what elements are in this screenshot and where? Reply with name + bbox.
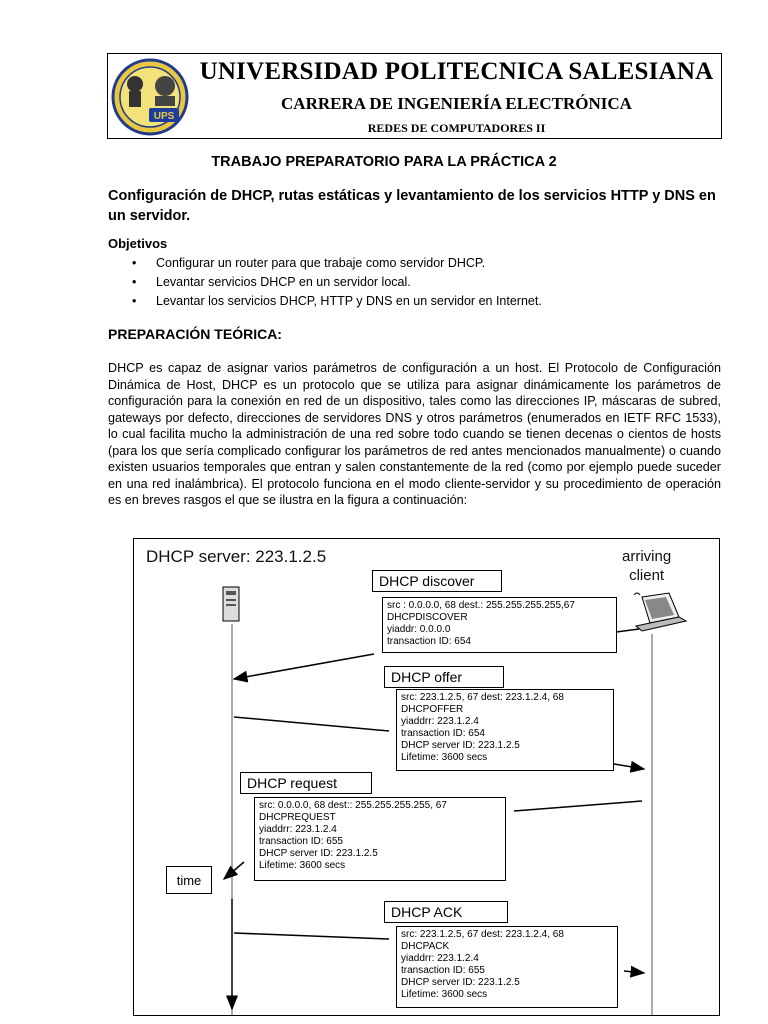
dhcp-diagram: [133, 538, 720, 1016]
bullet-icon: •: [132, 275, 137, 289]
list-item: • Levantar los servicios DHCP, HTTP y DNS en un servidor en Internet.: [108, 292, 542, 311]
ack-message: src: 223.1.2.5, 67 dest: 223.1.2.4, 68 DHCPACK yiaddrr: 223.1.2.4 transaction ID: 655 DHCP server ID: 223.1.2.5 Lifetime: 3600 secs: [396, 926, 618, 1008]
document-header: [107, 53, 722, 139]
theory-heading: PREPARACIÓN TEÓRICA:: [108, 326, 282, 342]
svg-text:UPS: UPS: [153, 111, 175, 122]
document-title: TRABAJO PREPARATORIO PARA LA PRÁCTICA 2: [211, 154, 557, 170]
request-label: DHCP request: [240, 772, 372, 794]
offer-label: DHCP offer: [384, 666, 504, 688]
request-message: src: 0.0.0.0, 68 dest:: 255.255.255.255, 67 DHCPREQUEST yiaddrr: 223.1.2.4 transaction ID: 655 DHCP server ID: 223.1.2.5 Lifetime: 3600 secs: [254, 797, 506, 881]
arriving-client-label: arriving client: [622, 548, 672, 584]
bullet-icon: •: [132, 294, 137, 308]
career-name: CARRERA DE INGENIERÍA ELECTRÓNICA: [281, 94, 632, 113]
course-name: REDES DE COMPUTADORES II: [367, 121, 546, 135]
server-icon: [223, 587, 239, 621]
laptop-icon: [634, 593, 686, 631]
objectives-list: [108, 254, 542, 311]
server-label: DHCP server: 223.1.2.5: [146, 547, 327, 566]
discover-message: src : 0.0.0.0, 68 dest.: 255.255.255.255,67 DHCPDISCOVER yiaddr: 0.0.0.0 transaction ID: 654: [382, 597, 617, 653]
theory-paragraph: DHCP es capaz de asignar varios parámetros de configuración a un host. El Protocolo de Configuración Dinámica de Host, DHCP es un protocolo que se utiliza para asignar dinámicamente los parámetros de configuración para la conexión en red de un dispositivo, tales como las direcciones IP, máscaras de subred, gateways por defecto, direcciones de servidores DNS y otros parámetros (enumerados en IETF RFC 1533), lo cual facilita mucho la administración de una red sobre todo cuando se tienen decenas o cientos de hosts (para los que sería complicado configurar los parámetros de red antes mencionados manualmente) o cuando existen usuarios temporales que entran y salen constantemente de la red (como por ejemplo puede suceder en una red inalámbrica). El protocolo funciona en el modo cliente-servidor y su procedimiento de operación es en breves rasgos el que se ilustra en la figura a continuación:: [108, 361, 721, 507]
objectives-heading: Objetivos: [108, 236, 168, 251]
university-name: UNIVERSIDAD POLITECNICA SALESIANA: [199, 58, 714, 85]
list-item: • Levantar servicios DHCP en un servidor local.: [108, 273, 542, 292]
time-label: time: [166, 866, 212, 894]
bullet-icon: •: [132, 256, 137, 270]
offer-message: src: 223.1.2.5, 67 dest: 223.1.2.4, 68 DHCPOFFER yiaddrr: 223.1.2.4 transaction ID: 654 DHCP server ID: 223.1.2.5 Lifetime: 3600 secs: [396, 689, 614, 771]
discover-label: DHCP discover: [372, 570, 502, 592]
document-subtitle: Configuración de DHCP, rutas estáticas y levantamiento de los servicios HTTP y DNS en un servidor.: [108, 188, 716, 224]
university-logo: [111, 58, 189, 136]
list-item: • Configurar un router para que trabaje como servidor DHCP.: [108, 254, 542, 273]
ack-label: DHCP ACK: [384, 901, 508, 923]
